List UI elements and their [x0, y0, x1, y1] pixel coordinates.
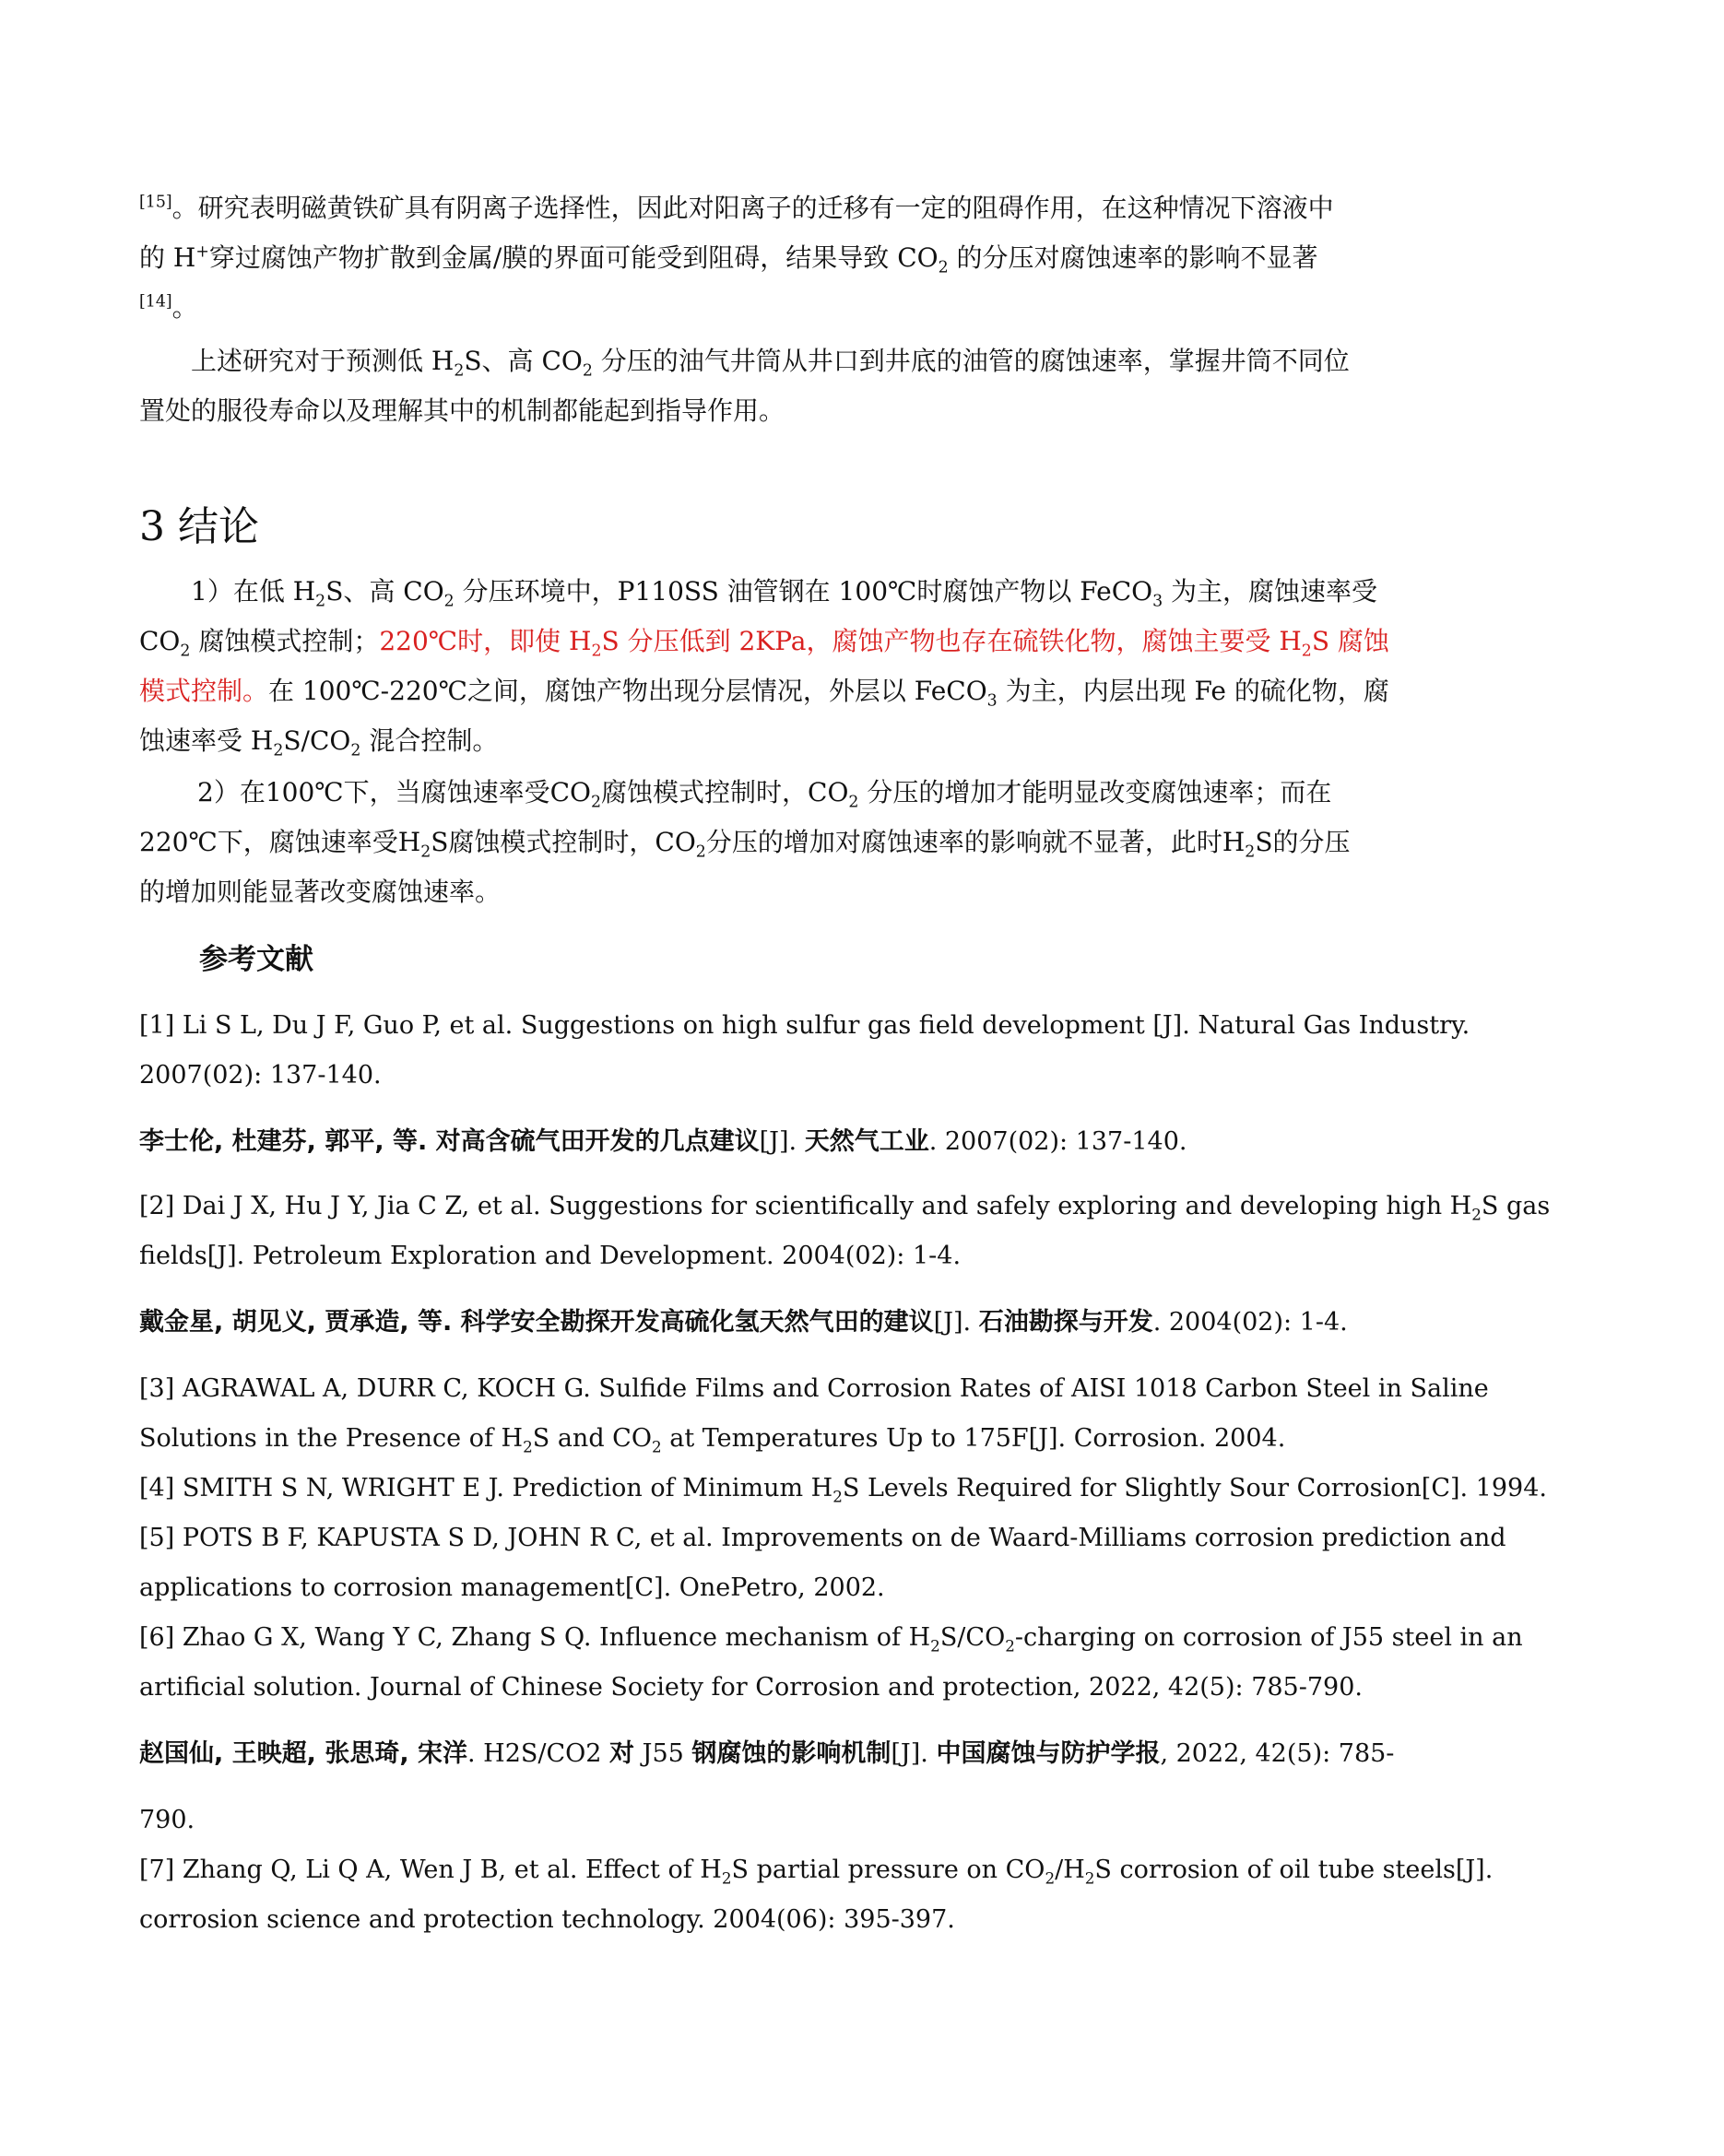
subscript: 2 — [1005, 1636, 1015, 1655]
citation: [14] — [139, 292, 172, 312]
text: 对 — [609, 1739, 635, 1768]
subscript: 2 — [591, 642, 602, 661]
reference-line — [139, 1191, 1664, 1222]
text: 穿过腐蚀产物扩散到金属/膜的界面可能受到阻碍，结果导致 CO — [208, 242, 939, 273]
conclusion-line — [139, 826, 1664, 862]
text: -charging on corrosion of J55 steel in an — [1014, 1623, 1523, 1652]
subscript: 2 — [420, 842, 431, 862]
text: . 2007(02): 137-140. — [928, 1127, 1187, 1156]
text: S、高 CO — [464, 346, 583, 376]
body-paragraph-line — [139, 192, 1664, 225]
text: [J]. — [933, 1308, 979, 1337]
text: 腐蚀模式控制； — [190, 626, 380, 656]
text: CO — [139, 626, 181, 656]
text: . 2004(02): 1-4. — [1152, 1308, 1348, 1337]
subscript: 2 — [590, 793, 602, 812]
conclusion-line — [197, 776, 1722, 812]
references-heading: 参考文献 — [199, 943, 313, 976]
subscript: 2 — [350, 741, 361, 760]
reference-line: fields[J]. Petroleum Exploration and Development. 2004(02): 1-4. — [139, 1242, 962, 1270]
subscript: 3 — [986, 691, 998, 711]
reference-line: [1] Li S L, Du J F, Guo P, et al. Suggestions on high sulfur gas field development [J]. Natural Gas Industry. — [139, 1011, 1470, 1040]
text: [2] Dai J X, Hu J Y, Jia C Z, et al. Suggestions for scientifically and safely exploring and developing high H — [139, 1192, 1472, 1220]
subscript: 2 — [180, 642, 191, 661]
text: . H2S/CO2 — [466, 1739, 610, 1768]
text: S 分压低到 2KPa，腐蚀产物也存在硫铁化物，腐蚀主要受 H — [601, 626, 1302, 656]
subscript: 2 — [721, 1868, 732, 1888]
reference-line: corrosion science and protection technology. 2004(06): 395-397. — [139, 1905, 955, 1934]
subscript: 2 — [273, 741, 284, 760]
text: 的 H — [139, 242, 196, 273]
text: S and CO — [532, 1424, 652, 1453]
subscript: 2 — [1301, 642, 1312, 661]
text: 。研究表明磁黄铁矿具有阴离子选择性，因此对阳离子的迁移有一定的阻碍作用，在这种情况下溶液中 — [171, 193, 1334, 223]
reference-line: artificial solution. Journal of Chinese Society for Corrosion and protection, 2022, 42(5): 785-790. — [139, 1673, 1363, 1702]
reference-line: [5] POTS B F, KAPUSTA S D, JOHN R C, et al. Improvements on de Waard-Milliams corrosion prediction and — [139, 1524, 1506, 1552]
subscript: 2 — [1084, 1868, 1095, 1888]
body-paragraph-line — [139, 395, 1664, 428]
reference-line-cn — [139, 1738, 1664, 1770]
reference-line: 2007(02): 137-140. — [139, 1061, 382, 1090]
conclusion-line — [191, 575, 1716, 611]
text: 腐蚀模式控制时，CO — [601, 777, 849, 807]
text: 的分压对腐蚀速率的影响不显著 — [948, 242, 1318, 273]
citation: [15] — [139, 193, 172, 212]
body-paragraph-line — [139, 291, 1664, 324]
text: 1）在低 H — [191, 576, 316, 607]
text: S Levels Required for Slightly Sour Corrosion[C]. 1994. — [842, 1474, 1547, 1502]
subscript: 2 — [523, 1437, 533, 1456]
text: [4] SMITH S N, WRIGHT E J. Prediction of Minimum H — [139, 1474, 833, 1502]
reference-line — [139, 1423, 1664, 1455]
text: 分压的油气井筒从井口到井底的油管的腐蚀速率，掌握井筒不同位 — [592, 346, 1350, 376]
body-paragraph-line — [191, 345, 1716, 381]
conclusion-line — [139, 725, 1664, 758]
text: 戴金星, 胡见义, 贾承造, 等. 科学安全勘探开发高硫化氢天然气田的建议 — [139, 1308, 934, 1337]
text: 天然气工业 — [804, 1127, 929, 1156]
text: 分压环境中，P110SS 油管钢在 100℃时腐蚀产物以 FeCO — [454, 576, 1153, 607]
subscript: 2 — [1471, 1205, 1482, 1224]
text: at Temperatures Up to 175F[J]. Corrosion. 2004. — [661, 1424, 1286, 1453]
text: /H — [1055, 1856, 1085, 1884]
conclusion-line — [139, 675, 1664, 711]
subscript: 3 — [1152, 592, 1163, 611]
text: [J]. — [759, 1127, 805, 1156]
text: S腐蚀模式控制时，CO — [431, 827, 696, 857]
text: 为主，腐蚀速率受 — [1163, 576, 1378, 607]
text: S/CO — [939, 1623, 1006, 1652]
text: S、高 CO — [325, 576, 444, 607]
conclusion-line — [139, 876, 1664, 909]
text: 。 — [171, 292, 198, 323]
text: [J]. — [891, 1739, 937, 1768]
subscript: 2 — [695, 842, 706, 862]
text: S gas — [1481, 1192, 1551, 1220]
text: J55 — [634, 1739, 692, 1768]
highlighted-text: 模式控制。 — [139, 676, 269, 706]
subscript: 2 — [315, 592, 326, 611]
reference-line: [3] AGRAWAL A, DURR C, KOCH G. Sulfide Films and Corrosion Rates of AISI 1018 Carbon Steel in Saline — [139, 1374, 1489, 1403]
text: 为主，内层出现 Fe 的硫化物，腐 — [997, 676, 1389, 706]
section-heading: 3 结论 — [139, 503, 259, 550]
text: 钢腐蚀的影响机制 — [691, 1739, 892, 1768]
reference-line — [139, 1855, 1664, 1886]
text: 上述研究对于预测低 H — [191, 346, 455, 376]
text: S corrosion of oil tube steels[J]. — [1094, 1856, 1494, 1884]
subscript: 2 — [651, 1437, 662, 1456]
text: 220℃下，腐蚀速率受H — [139, 827, 421, 857]
text: S 腐蚀 — [1311, 626, 1389, 656]
subscript: 2 — [1045, 1868, 1056, 1888]
text: 2）在100℃下，当腐蚀速率受CO — [197, 777, 591, 807]
text: 石油勘探与开发 — [978, 1308, 1153, 1337]
text: S的分压 — [1255, 827, 1351, 857]
text: 220℃时，即使 H — [379, 626, 592, 656]
body-paragraph-line — [139, 242, 1664, 275]
superscript: + — [195, 242, 209, 262]
subscript: 2 — [848, 793, 859, 812]
subscript: 2 — [930, 1636, 940, 1655]
highlighted-text — [379, 626, 1389, 661]
text: S partial pressure on CO — [731, 1856, 1045, 1884]
reference-line-cn — [139, 1307, 1664, 1338]
text: 在 100℃-220℃之间，腐蚀产物出现分层情况，外层以 FeCO — [268, 676, 987, 706]
reference-line: 790. — [139, 1806, 195, 1834]
subscript: 2 — [1245, 842, 1256, 862]
subscript: 2 — [938, 258, 949, 277]
subscript: 2 — [832, 1487, 843, 1506]
subscript: 2 — [443, 592, 455, 611]
text: [7] Zhang Q, Li Q A, Wen J B, et al. Effect of H — [139, 1856, 722, 1884]
text: S/CO — [283, 725, 351, 756]
text: , 2022, 42(5): 785- — [1160, 1739, 1395, 1768]
reference-line-cn — [139, 1126, 1664, 1158]
reference-line — [139, 1622, 1664, 1654]
subscript: 2 — [454, 361, 465, 381]
text: 赵国仙, 王映超, 张思琦, 宋洋 — [139, 1739, 467, 1768]
subscript: 2 — [582, 361, 593, 381]
text: 中国腐蚀与防护学报 — [936, 1739, 1161, 1768]
text: 的增加则能显著改变腐蚀速率。 — [139, 877, 502, 907]
text: [6] Zhao G X, Wang Y C, Zhang S Q. Influence mechanism of H — [139, 1623, 931, 1652]
text: 混合控制。 — [360, 725, 499, 756]
reference-line — [139, 1473, 1664, 1504]
reference-line: applications to corrosion management[C]. OnePetro, 2002. — [139, 1573, 885, 1602]
text: 蚀速率受 H — [139, 725, 274, 756]
text: Solutions in the Presence of H — [139, 1424, 524, 1453]
text: 李士伦, 杜建芬, 郭平, 等. 对高含硫气田开发的几点建议 — [139, 1127, 760, 1156]
conclusion-line — [139, 625, 1664, 661]
text: 置处的服役寿命以及理解其中的机制都能起到指导作用。 — [139, 395, 785, 426]
text: 分压的增加对腐蚀速率的影响就不显著，此时H — [705, 827, 1246, 857]
text: 分压的增加才能明显改变腐蚀速率；而在 — [858, 777, 1332, 807]
